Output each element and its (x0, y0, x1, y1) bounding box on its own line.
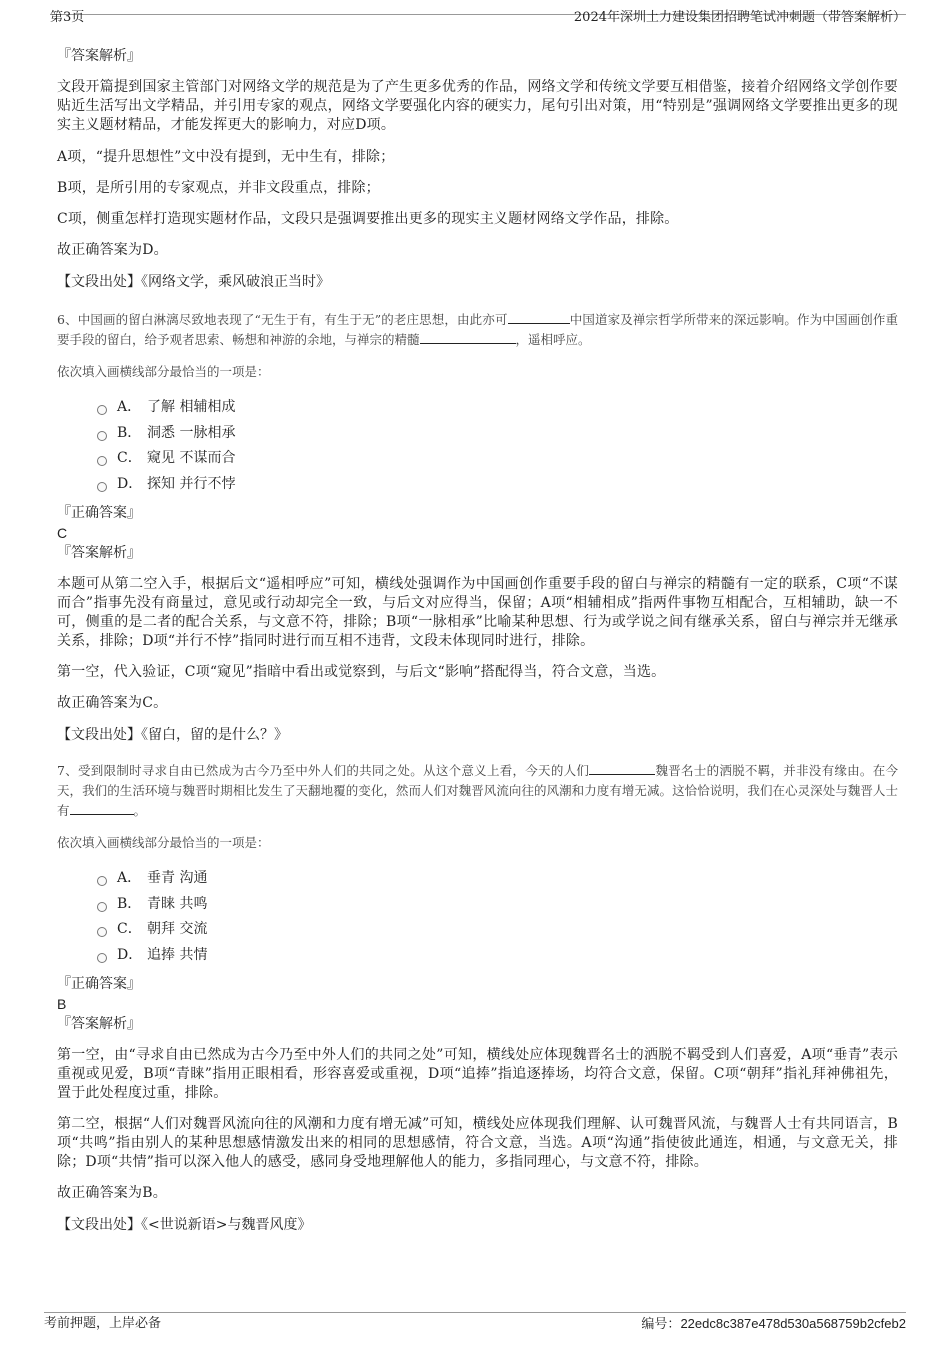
page-header (50, 10, 906, 25)
correct-answer-heading: 『正确答案』 (57, 505, 141, 521)
document-code: 编号：22edc8c387e478d530a568759b2cfeb2 (641, 1316, 906, 1332)
radio-icon[interactable] (97, 876, 107, 886)
correct-answer-heading: 『正确答案』 (57, 976, 141, 992)
question-prompt: 依次填入画横线部分最恰当的一项是： (57, 835, 270, 850)
radio-icon[interactable] (97, 456, 107, 466)
analysis-paragraph: C项，侧重怎样打造现实题材作品，文段只是强调要推出更多的现实主义题材网络文学作品，排除。 (57, 211, 679, 227)
analysis-paragraph: A项，“提升思想性”文中没有提到，无中生有，排除； (57, 149, 395, 165)
analysis-paragraph: 本题可从第二空入手，根据后文“遥相呼应”可知，横线处强调作为中国画创作重要手段的留白与禅宗的精髓有一定的联系，C项“不谋而合”指事先没有商量过，意见或行动却完全一致，与后文对应得当，保留；A项“相辅相成”指两件事物互相配合，互相辅助，缺一不可，侧重的是二者的配合关系，与文意不符，排除；B项“一脉相承”比喻某种思想、行为或学说之间有继承关系，留白与禅宗并无继承关系，排除；D项“并行不悖”指同时进行而互相不违背，文段未体现同时进行，排除。 (57, 576, 898, 649)
correct-answer-line: 故正确答案为C。 (57, 695, 168, 711)
question-prompt: 依次填入画横线部分最恰当的一项是： (57, 364, 270, 379)
source-citation: 【文段出处】《<世说新语>与魏晋风度》 (57, 1217, 312, 1233)
blank-2 (70, 802, 134, 815)
analysis-heading: 『答案解析』 (57, 545, 141, 561)
option-b[interactable]: B． 洞悉 一脉相承 (97, 421, 898, 447)
option-d[interactable]: D． 追捧 共情 (97, 943, 898, 969)
analysis-heading: 『答案解析』 (57, 1016, 141, 1032)
page-number: 第3页 (50, 10, 85, 25)
correct-answer-line: 故正确答案为D。 (57, 242, 168, 258)
radio-icon[interactable] (97, 902, 107, 912)
question-7-options (57, 866, 898, 968)
radio-icon[interactable] (97, 405, 107, 415)
document-title: 2024年深圳土力建设集团招聘笔试冲刺题（带答案解析） (573, 10, 906, 25)
blank-1 (589, 762, 655, 775)
source-citation: 【文段出处】《留白，留的是什么？》 (57, 727, 288, 743)
question-7-stem: 7、受到限制时寻求自由已然成为古今乃至中外人们的共同之处。从这个意义上看，今天的人们 魏晋名士的洒脱不羁，并非没有缘由。在今天，我们的生活环境与魏晋时期相比发生了天翻地覆的变化，然而人们对魏晋风流向往的风潮和力度有增无减。这恰恰说明，我们在心灵深处与魏晋人士有 。 (57, 763, 898, 818)
radio-icon[interactable] (97, 953, 107, 963)
source-citation: 【文段出处】《网络文学，乘风破浪正当时》 (57, 274, 330, 290)
radio-icon[interactable] (97, 431, 107, 441)
correct-answer: B (57, 996, 67, 1012)
correct-answer-line: 故正确答案为B。 (57, 1185, 167, 1201)
footer-slogan: 考前押题，上岸必备 (44, 1316, 162, 1331)
correct-answer: C (57, 525, 68, 541)
document-body (57, 46, 898, 1235)
question-6-stem: 6、中国画的留白淋漓尽致地表现了“无生于有，有生于无”的老庄思想，由此亦可 中国道家及禅宗哲学所带来的深远影响。作为中国画创作重要手段的留白，给予观者思索、畅想和神游的余地，与禅宗的精髓 ，遥相呼应。 (57, 312, 898, 347)
analysis-paragraph: 第二空，根据“人们对魏晋风流向往的风潮和力度有增无减”可知，横线处应体现我们理解、认可魏晋风流，与魏晋人士有共同语言，B项“共鸣”指由别人的某种思想感情激发出来的相同的思想感情，符合文意，当选。A项“沟通”指使彼此通连，相通，与文意无关，排除；D项“共情”指可以深入他人的感受，感同身受地理解他人的能力，多指同理心，与文意不符，排除。 (57, 1116, 898, 1170)
blank-1 (508, 311, 570, 324)
analysis-paragraph: 文段开篇提到国家主管部门对网络文学的规范是为了产生更多优秀的作品，网络文学和传统文学要互相借鉴，接着介绍网络文学创作要贴近生活写出文学精品，并引用专家的观点，网络文学要强化内容的硬实力，尾句引出对策，用“特别是”强调网络文学要推出更多的现实主义题材精品，才能发挥更大的影响力，对应D项。 (57, 79, 898, 133)
option-b[interactable]: B． 青睐 共鸣 (97, 892, 898, 918)
analysis-paragraph: 第一空，代入验证，C项“窥见”指暗中看出或觉察到，与后文“影响”搭配得当，符合文意，当选。 (57, 664, 666, 680)
analysis-heading: 『答案解析』 (57, 48, 141, 64)
analysis-paragraph: 第一空，由“寻求自由已然成为古今乃至中外人们的共同之处”可知，横线处应体现魏晋名士的洒脱不羁受到人们喜爱，A项“垂青”表示重视或见爱，B项“青睐”指用正眼相看，形容喜爱或重视，D项“追捧”指追逐捧场，均符合文意，保留。C项“朝拜”指礼拜神佛祖先，置于此处程度过重，排除。 (57, 1047, 898, 1101)
question-6-options (57, 395, 898, 497)
blank-2 (420, 331, 516, 344)
page-footer (44, 1312, 906, 1332)
analysis-paragraph: B项，是所引用的专家观点，并非文段重点，排除； (57, 180, 380, 196)
option-d[interactable]: D． 探知 并行不悖 (97, 472, 898, 498)
option-a[interactable]: A． 了解 相辅相成 (97, 395, 898, 421)
option-c[interactable]: C． 窥见 不谋而合 (97, 446, 898, 472)
radio-icon[interactable] (97, 927, 107, 937)
radio-icon[interactable] (97, 482, 107, 492)
option-c[interactable]: C． 朝拜 交流 (97, 917, 898, 943)
option-a[interactable]: A． 垂青 沟通 (97, 866, 898, 892)
